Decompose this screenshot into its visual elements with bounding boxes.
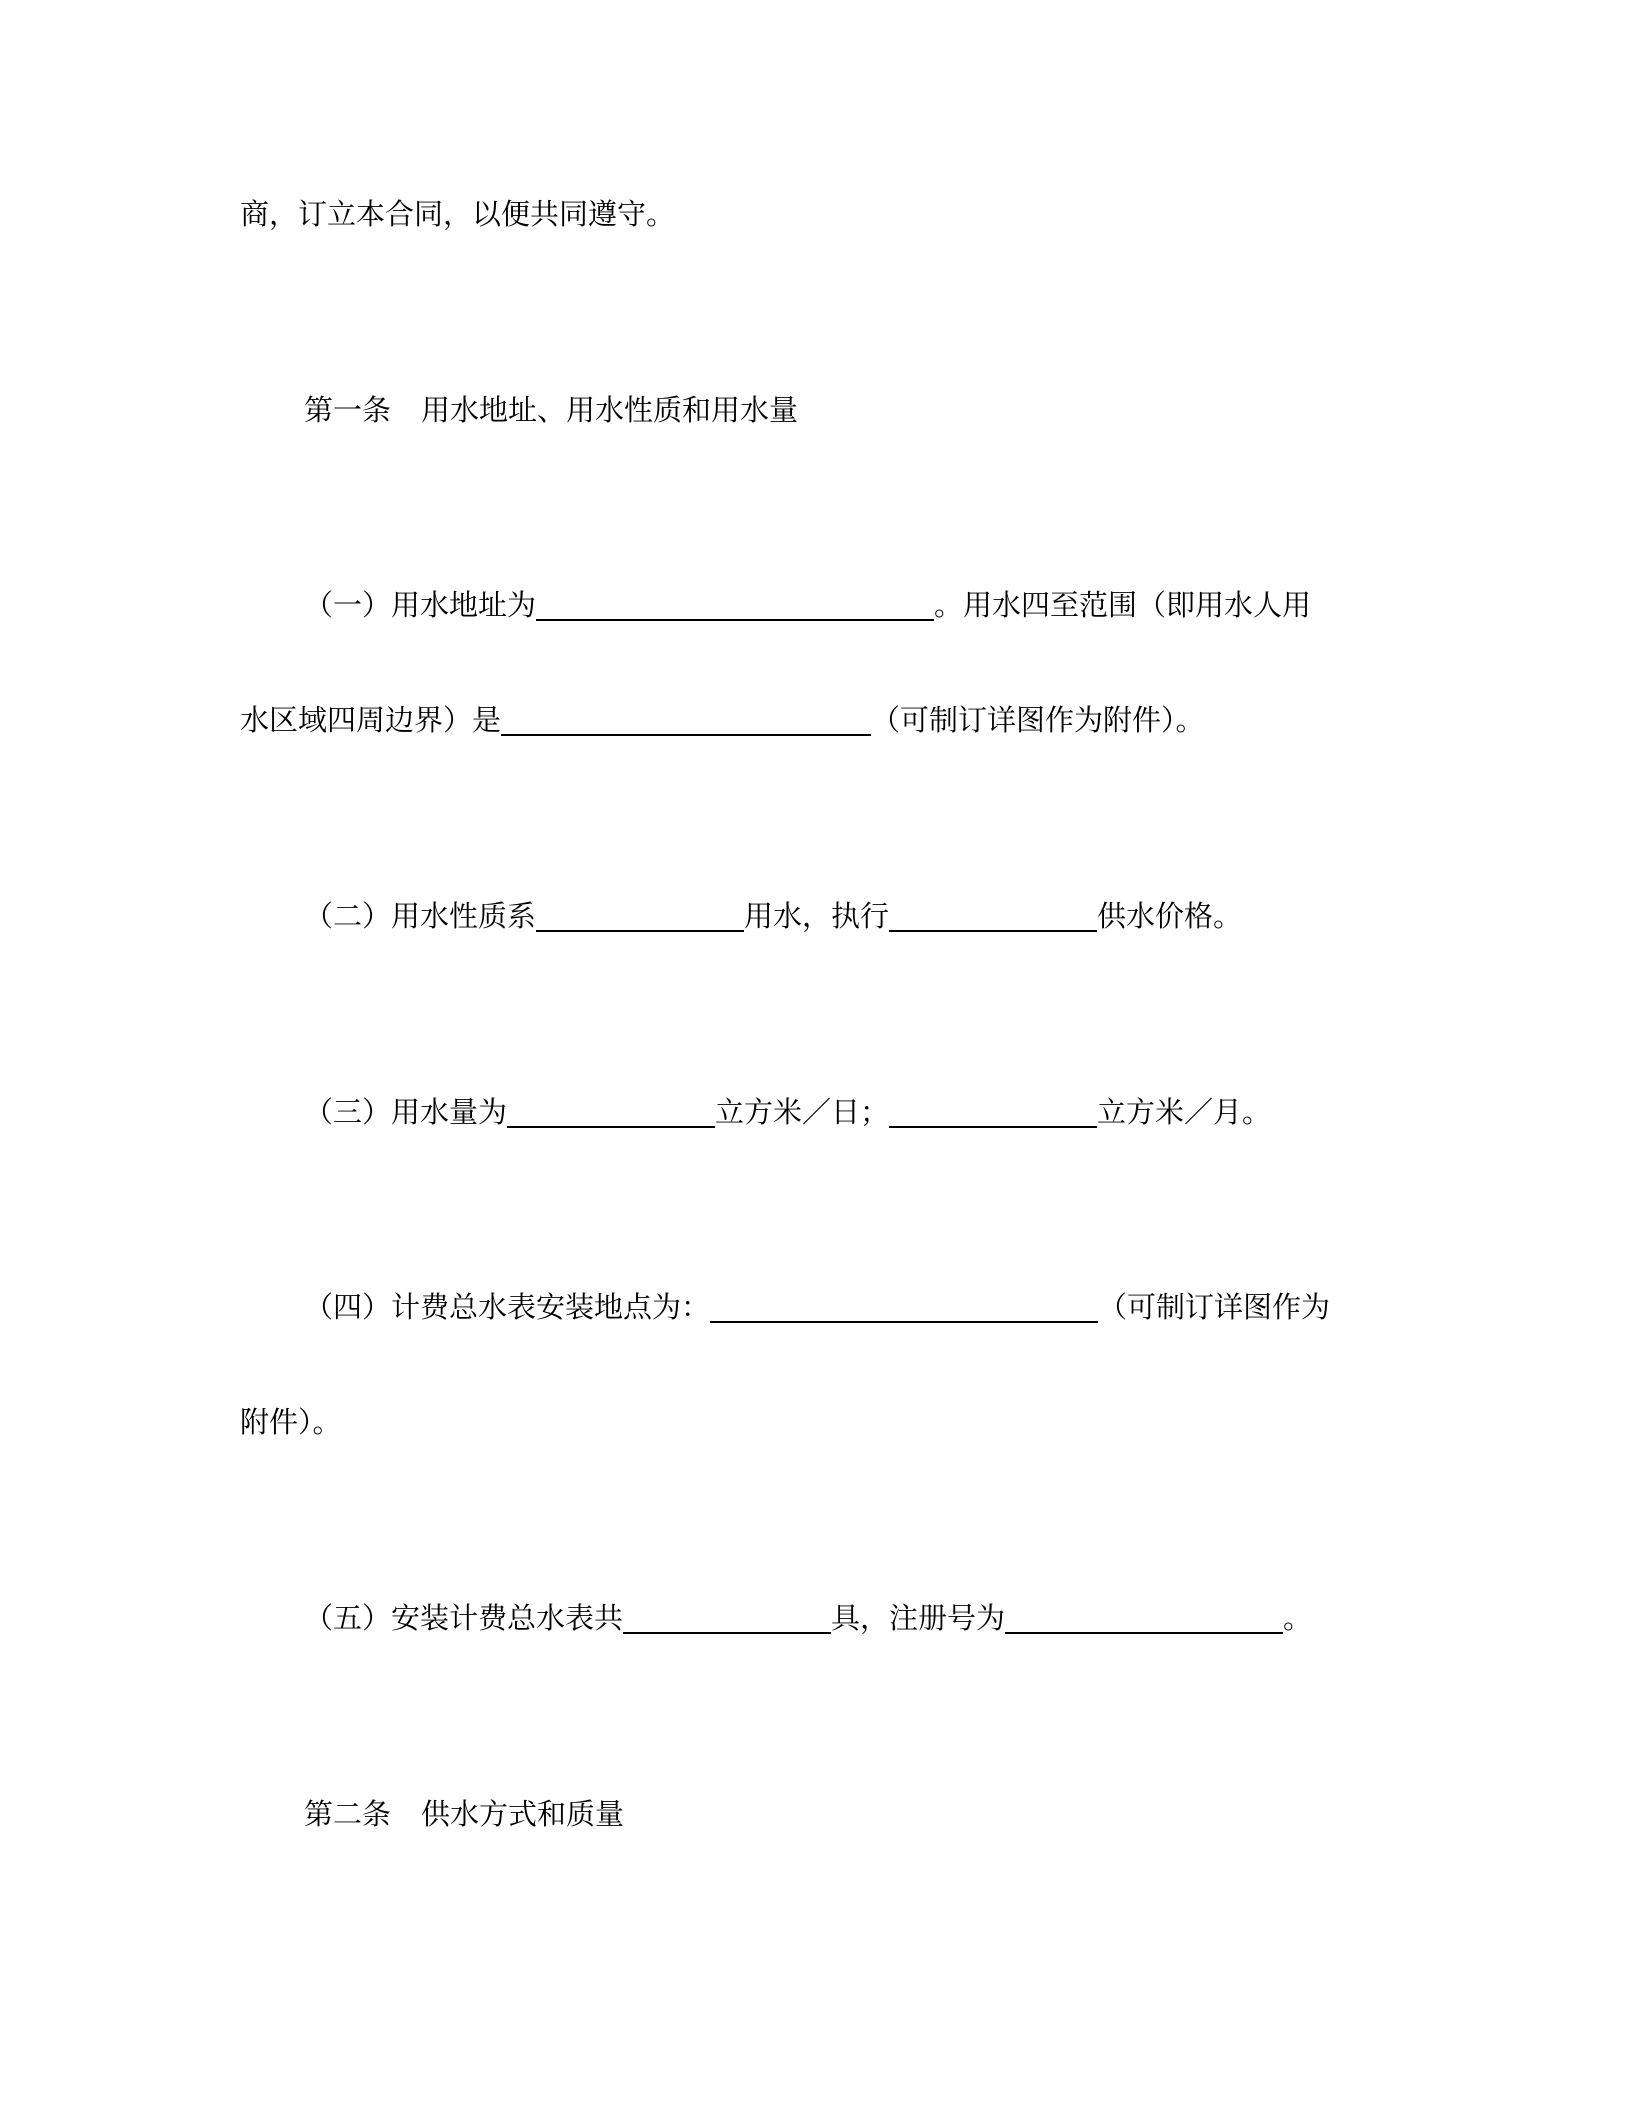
text: 。	[1283, 1601, 1313, 1635]
article-title: 供水方式和质量	[421, 1797, 625, 1831]
text: 。用水四至范围（即用水人用	[934, 588, 1312, 622]
text: 具，注册号为	[831, 1601, 1006, 1635]
clause-1-line-2	[240, 700, 1205, 740]
text: 水区域四周边界）是	[240, 703, 502, 737]
article-title: 用水地址、用水性质和用水量	[421, 393, 799, 427]
clause-4-line-2	[240, 1402, 342, 1442]
blank-field-boundary[interactable]	[501, 704, 871, 736]
article-number: 第二条	[304, 1797, 392, 1831]
text: （三）用水量为	[304, 1095, 508, 1129]
blank-field-water-address[interactable]	[536, 589, 934, 621]
text: （可制订详图作为	[1098, 1290, 1331, 1324]
blank-field-meter-location[interactable]	[710, 1291, 1098, 1323]
text: 附件）。	[240, 1405, 342, 1439]
blank-field-daily-volume[interactable]	[507, 1096, 715, 1128]
article-2-heading	[304, 1794, 624, 1834]
text: 立方米／月。	[1097, 1095, 1272, 1129]
clause-5	[304, 1598, 1312, 1638]
text: （二）用水性质系	[304, 899, 537, 933]
text: 商，订立本合同，以便共同遵守。	[240, 197, 676, 231]
text: 立方米／日；	[715, 1095, 890, 1129]
blank-field-registration-number[interactable]	[1005, 1602, 1283, 1634]
blank-field-price-category[interactable]	[889, 900, 1097, 932]
article-1-heading	[304, 390, 798, 430]
text: 用水，执行	[744, 899, 890, 933]
blank-field-meter-count[interactable]	[623, 1602, 831, 1634]
text: （四）计费总水表安装地点为：	[304, 1290, 711, 1324]
text: （五）安装计费总水表共	[304, 1601, 624, 1635]
paragraph-preamble-end	[240, 194, 675, 234]
clause-1-line-1	[304, 585, 1311, 625]
article-number: 第一条	[304, 393, 392, 427]
text: （可制订详图作为附件）。	[871, 703, 1205, 737]
blank-field-water-nature[interactable]	[536, 900, 744, 932]
blank-field-monthly-volume[interactable]	[889, 1096, 1097, 1128]
text: 供水价格。	[1097, 899, 1243, 933]
clause-4-line-1	[304, 1287, 1330, 1327]
clause-2	[304, 896, 1242, 936]
text: （一）用水地址为	[304, 588, 537, 622]
clause-3	[304, 1092, 1271, 1132]
